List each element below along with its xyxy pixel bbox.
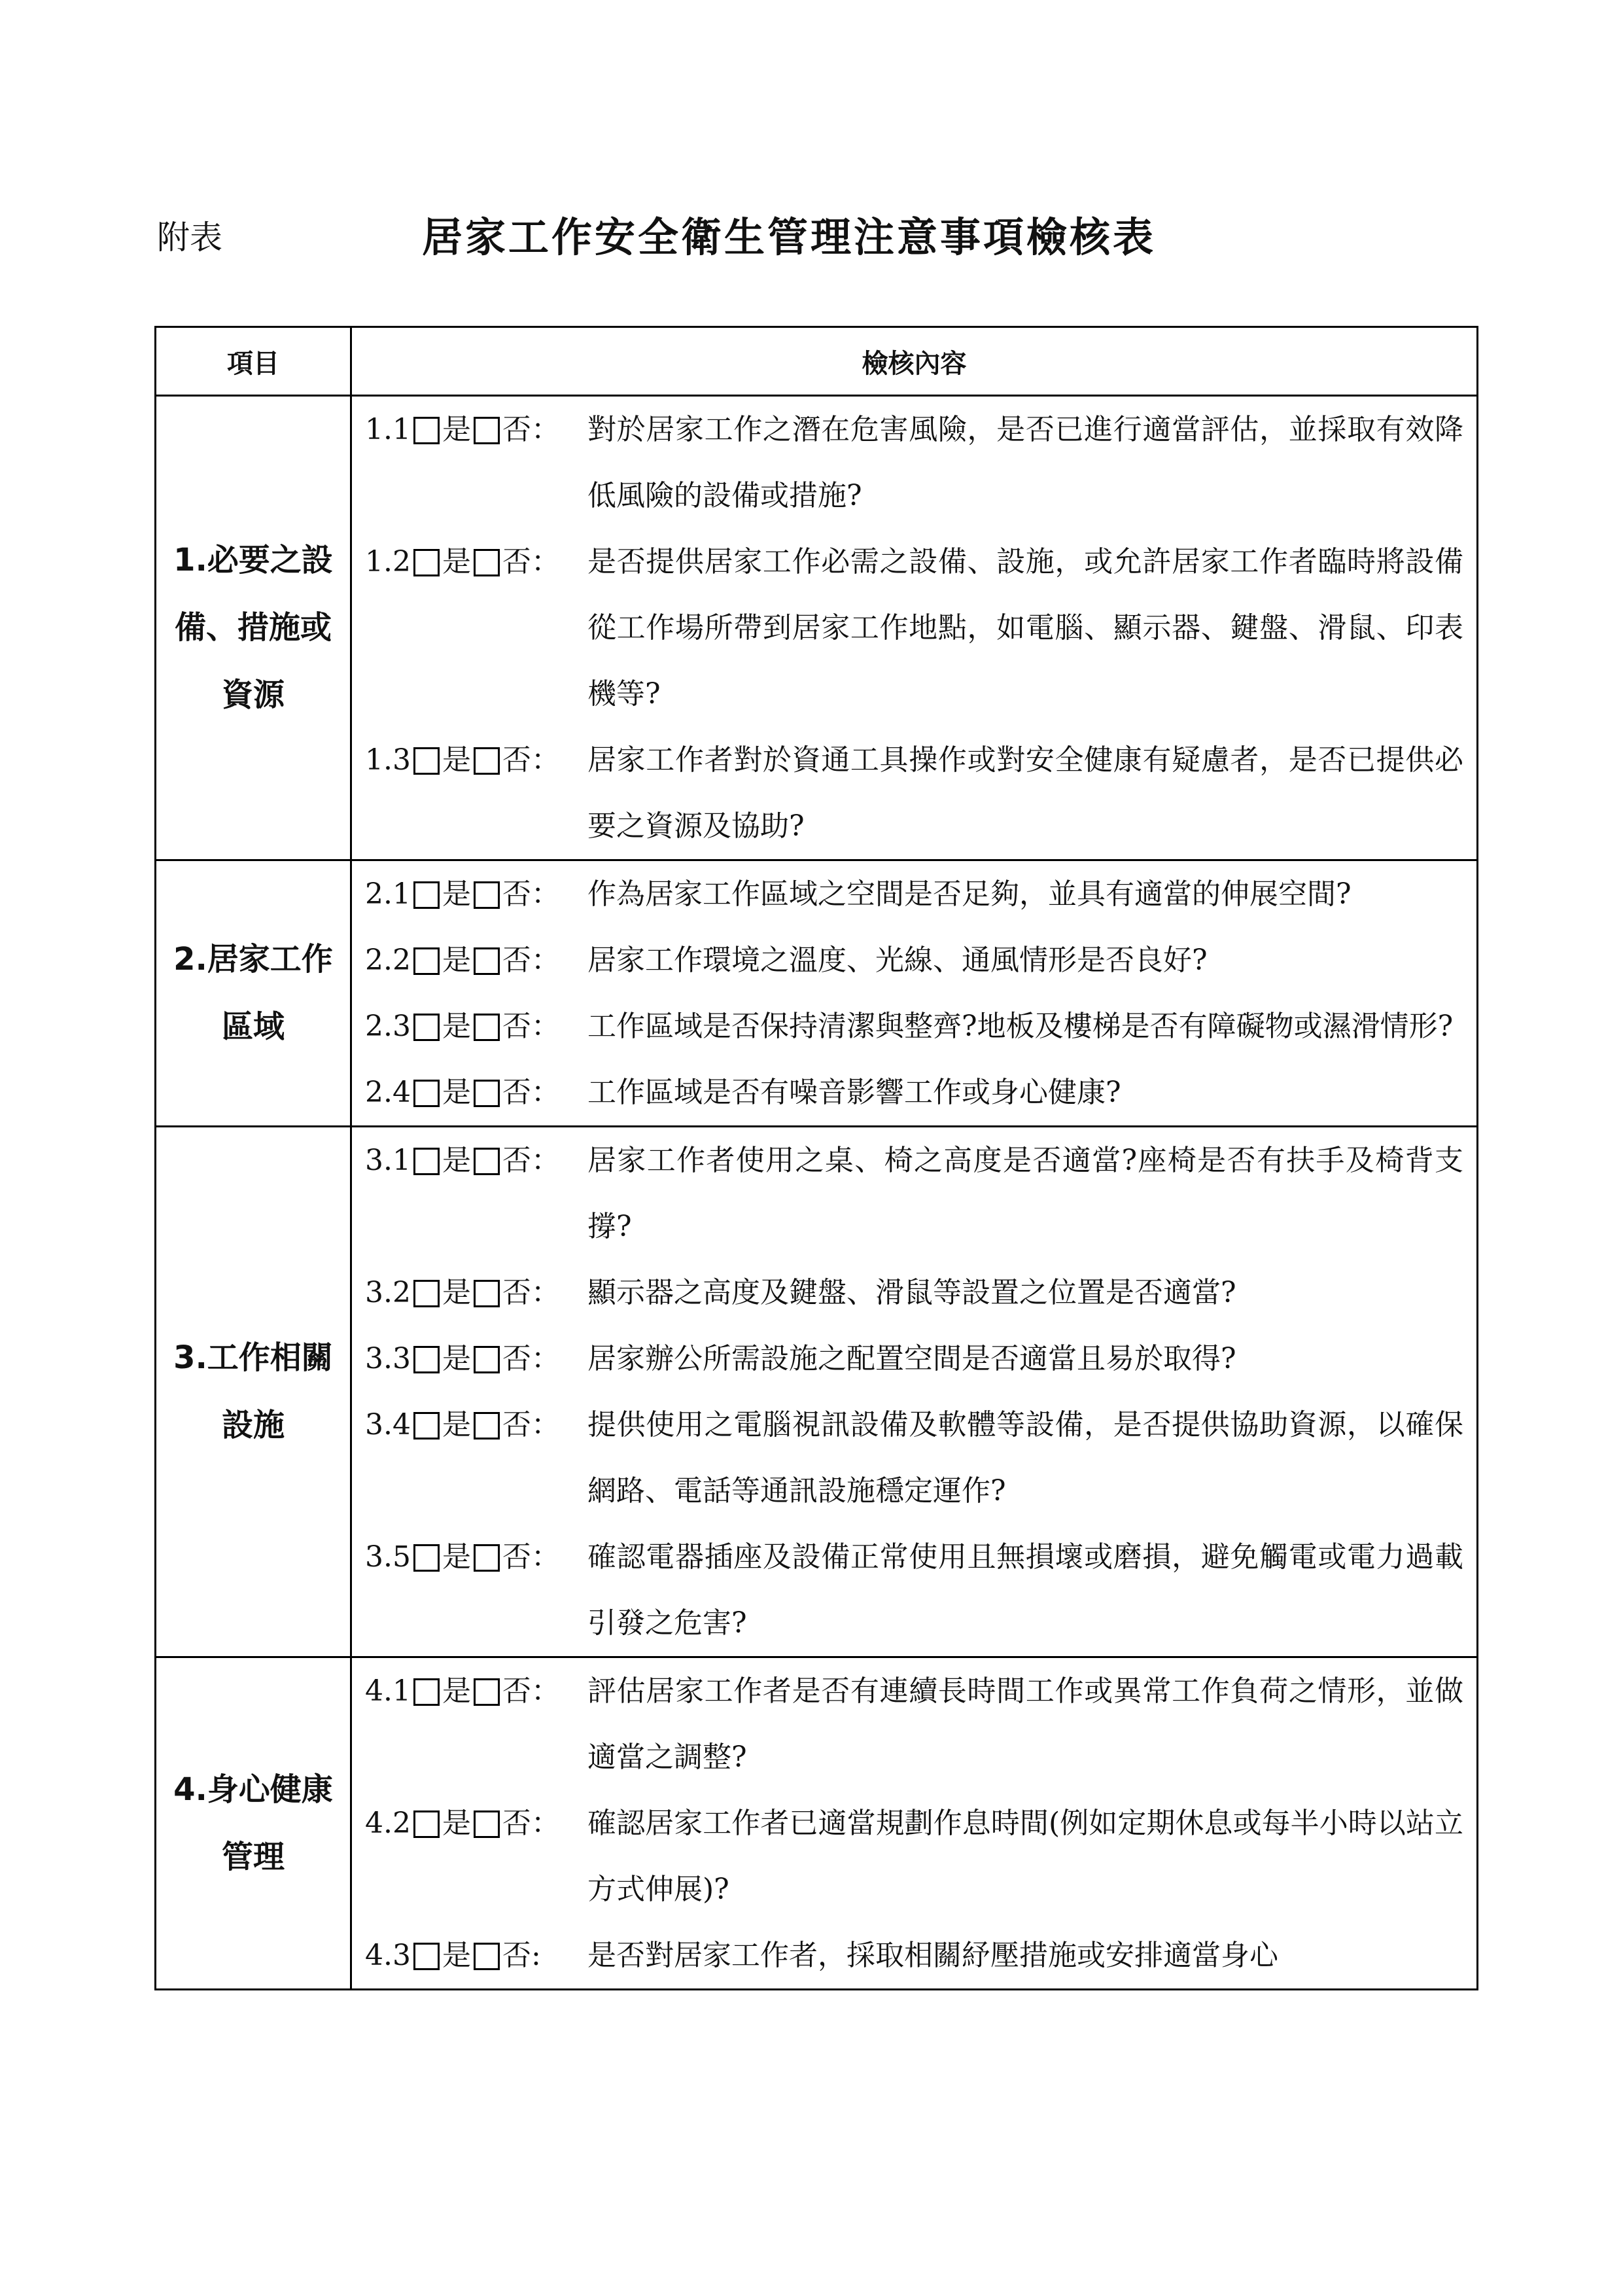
item-separator: ： <box>531 877 560 911</box>
yes-checkbox[interactable] <box>413 1544 440 1572</box>
checklist-item <box>352 861 1476 927</box>
table-header-row <box>156 327 1478 396</box>
yes-label: 是 <box>442 1342 471 1375</box>
item-number: 4.1 <box>365 1674 411 1708</box>
column-header-content: 檢核內容 <box>351 327 1478 396</box>
item-number: 4.2 <box>365 1807 411 1840</box>
yes-label: 是 <box>442 1076 471 1109</box>
section-row <box>156 396 1478 860</box>
no-label: 否 <box>502 944 531 977</box>
yes-checkbox[interactable] <box>413 1346 440 1373</box>
item-question: 顯示器之高度及鍵盤、滑鼠等設置之位置是否適當? <box>587 1276 1236 1309</box>
yes-checkbox[interactable] <box>413 1412 440 1439</box>
item-number: 3.1 <box>365 1144 411 1177</box>
section-items <box>351 1127 1478 1657</box>
item-options <box>365 1326 587 1392</box>
no-label: 否 <box>502 1540 531 1574</box>
item-question: 對於居家工作之潛在危害風險，是否已進行適當評估，並採取有效降低風險的設備或措施? <box>587 413 1463 512</box>
no-label: 否 <box>502 1408 531 1441</box>
yes-checkbox[interactable] <box>413 1280 440 1307</box>
checklist-item <box>352 1922 1476 1988</box>
yes-checkbox[interactable] <box>413 1810 440 1838</box>
item-question: 居家辦公所需設施之配置空間是否適當且易於取得? <box>587 1342 1236 1375</box>
no-label: 否 <box>502 1010 531 1043</box>
checklist-item <box>352 397 1476 529</box>
item-question: 評估居家工作者是否有連續長時間工作或異常工作負荷之情形，並做適當之調整? <box>587 1674 1463 1774</box>
item-options <box>365 1127 587 1193</box>
no-label: 否 <box>502 1939 531 1972</box>
item-number: 3.2 <box>365 1276 411 1309</box>
no-checkbox[interactable] <box>474 1280 500 1307</box>
item-separator: ： <box>531 1010 560 1043</box>
item-number: 2.3 <box>365 1010 411 1043</box>
no-checkbox[interactable] <box>474 417 500 444</box>
yes-label: 是 <box>442 1408 471 1441</box>
item-number: 3.3 <box>365 1342 411 1375</box>
yes-label: 是 <box>442 413 471 446</box>
section-category: 1.必要之設備、措施或資源 <box>156 396 351 860</box>
yes-checkbox[interactable] <box>413 1014 440 1041</box>
checklist-item <box>352 1260 1476 1326</box>
item-separator: ： <box>531 1408 560 1441</box>
section-items <box>351 860 1478 1127</box>
no-checkbox[interactable] <box>474 747 500 775</box>
no-checkbox[interactable] <box>474 1080 500 1107</box>
item-options <box>365 1059 587 1125</box>
checklist-item <box>352 1658 1476 1790</box>
checklist-item <box>352 993 1476 1059</box>
table-body <box>156 396 1478 1990</box>
item-number: 4.3 <box>365 1939 411 1972</box>
no-label: 否 <box>502 877 531 911</box>
checklist-item <box>352 727 1476 859</box>
item-question: 是否對居家工作者，採取相關紓壓措施或安排適當身心 <box>587 1939 1278 1972</box>
no-checkbox[interactable] <box>474 881 500 909</box>
yes-label: 是 <box>442 545 471 578</box>
page-title: 居家工作安全衛生管理注意事項檢核表 <box>422 213 1157 261</box>
item-separator: ： <box>531 743 560 777</box>
item-question: 居家工作環境之溫度、光線、通風情形是否良好? <box>587 944 1208 977</box>
checklist-item <box>352 1524 1476 1656</box>
item-separator: ： <box>531 413 560 446</box>
item-question: 確認電器插座及設備正常使用且無損壞或磨損，避免觸電或電力過載引發之危害? <box>587 1540 1463 1640</box>
section-category: 4.身心健康管理 <box>156 1657 351 1990</box>
no-label: 否 <box>502 1144 531 1177</box>
document-header <box>157 208 1465 267</box>
item-question: 作為居家工作區域之空間是否足夠，並具有適當的伸展空間? <box>587 877 1352 911</box>
appendix-label: 附表 <box>157 219 222 256</box>
item-options <box>365 993 587 1059</box>
item-separator: ： <box>531 1076 560 1109</box>
no-checkbox[interactable] <box>474 947 500 975</box>
item-question: 居家工作者使用之桌、椅之高度是否適當?座椅是否有扶手及椅背支撐? <box>587 1144 1463 1243</box>
item-question: 居家工作者對於資通工具操作或對安全健康有疑慮者，是否已提供必要之資源及協助? <box>587 743 1463 843</box>
yes-checkbox[interactable] <box>413 549 440 576</box>
section-items <box>351 1657 1478 1990</box>
item-question: 是否提供居家工作必需之設備、設施，或允許居家工作者臨時將設備從工作場所帶到居家工作地點，如電腦、顯示器、鍵盤、滑鼠、印表機等? <box>587 545 1463 711</box>
yes-checkbox[interactable] <box>413 881 440 909</box>
item-options <box>365 861 587 927</box>
no-checkbox[interactable] <box>474 1544 500 1572</box>
section-category: 2.居家工作區域 <box>156 860 351 1127</box>
yes-checkbox[interactable] <box>413 747 440 775</box>
checklist-table <box>154 326 1478 1990</box>
no-label: 否 <box>502 1807 531 1840</box>
no-label: 否 <box>502 1276 531 1309</box>
yes-label: 是 <box>442 1276 471 1309</box>
item-separator: ： <box>531 1144 560 1177</box>
yes-label: 是 <box>442 1674 471 1708</box>
item-separator: ： <box>531 1674 560 1708</box>
item-separator: ： <box>531 1540 560 1574</box>
section-category: 3.工作相關設施 <box>156 1127 351 1657</box>
item-number: 3.4 <box>365 1408 411 1441</box>
yes-label: 是 <box>442 1540 471 1574</box>
no-checkbox[interactable] <box>474 1810 500 1838</box>
no-label: 否 <box>502 545 531 578</box>
yes-checkbox[interactable] <box>413 1678 440 1706</box>
item-options <box>365 397 587 463</box>
yes-checkbox[interactable] <box>413 417 440 444</box>
yes-checkbox[interactable] <box>413 947 440 975</box>
checklist-item <box>352 1326 1476 1392</box>
yes-label: 是 <box>442 1144 471 1177</box>
no-label: 否 <box>502 413 531 446</box>
yes-label: 是 <box>442 877 471 911</box>
item-question: 工作區域是否保持清潔與整齊?地板及樓梯是否有障礙物或濕滑情形? <box>587 1010 1454 1043</box>
checklist-item <box>352 927 1476 993</box>
checklist-item <box>352 1059 1476 1125</box>
checklist-item <box>352 1392 1476 1524</box>
no-label: 否 <box>502 1342 531 1375</box>
checklist-item <box>352 1127 1476 1260</box>
no-label: 否 <box>502 1076 531 1109</box>
item-number: 2.4 <box>365 1076 411 1109</box>
yes-label: 是 <box>442 1807 471 1840</box>
item-options <box>365 1392 587 1458</box>
item-number: 2.2 <box>365 944 411 977</box>
no-label: 否 <box>502 1674 531 1708</box>
item-question: 工作區域是否有噪音影響工作或身心健康? <box>587 1076 1121 1109</box>
no-label: 否 <box>502 743 531 777</box>
item-question: 提供使用之電腦視訊設備及軟體等設備，是否提供協助資源，以確保網路、電話等通訊設施穩定運作? <box>587 1408 1463 1508</box>
item-separator: ： <box>531 944 560 977</box>
item-options <box>365 1658 587 1724</box>
yes-label: 是 <box>442 1010 471 1043</box>
item-question: 確認居家工作者已適當規劃作息時間(例如定期休息或每半小時以站立方式伸展)? <box>587 1807 1463 1906</box>
item-options <box>365 727 587 793</box>
item-options <box>365 1790 587 1856</box>
item-separator: : <box>531 1939 541 1972</box>
yes-checkbox[interactable] <box>413 1080 440 1107</box>
checklist-item <box>352 529 1476 727</box>
item-separator: ： <box>531 1342 560 1375</box>
item-number: 3.5 <box>365 1540 411 1574</box>
yes-label: 是 <box>442 944 471 977</box>
no-checkbox[interactable] <box>474 1346 500 1373</box>
item-options <box>365 1922 587 1988</box>
section-row <box>156 1657 1478 1990</box>
no-checkbox[interactable] <box>474 1412 500 1439</box>
column-header-item: 項目 <box>156 327 351 396</box>
no-checkbox[interactable] <box>474 1148 500 1175</box>
section-row <box>156 1127 1478 1657</box>
yes-label: 是 <box>442 743 471 777</box>
item-number: 1.2 <box>365 545 411 578</box>
item-number: 1.3 <box>365 743 411 777</box>
item-number: 1.1 <box>365 413 411 446</box>
item-options <box>365 1260 587 1326</box>
item-options <box>365 1524 587 1590</box>
item-separator: ： <box>531 1807 560 1840</box>
no-checkbox[interactable] <box>474 549 500 576</box>
item-number: 2.1 <box>365 877 411 911</box>
item-separator: ： <box>531 545 560 578</box>
yes-label: 是 <box>442 1939 471 1972</box>
section-row <box>156 860 1478 1127</box>
no-checkbox[interactable] <box>474 1678 500 1706</box>
item-options <box>365 529 587 595</box>
item-options <box>365 927 587 993</box>
yes-checkbox[interactable] <box>413 1148 440 1175</box>
no-checkbox[interactable] <box>474 1943 500 1970</box>
section-items <box>351 396 1478 860</box>
yes-checkbox[interactable] <box>413 1943 440 1970</box>
no-checkbox[interactable] <box>474 1014 500 1041</box>
item-separator: ： <box>531 1276 560 1309</box>
checklist-item <box>352 1790 1476 1922</box>
